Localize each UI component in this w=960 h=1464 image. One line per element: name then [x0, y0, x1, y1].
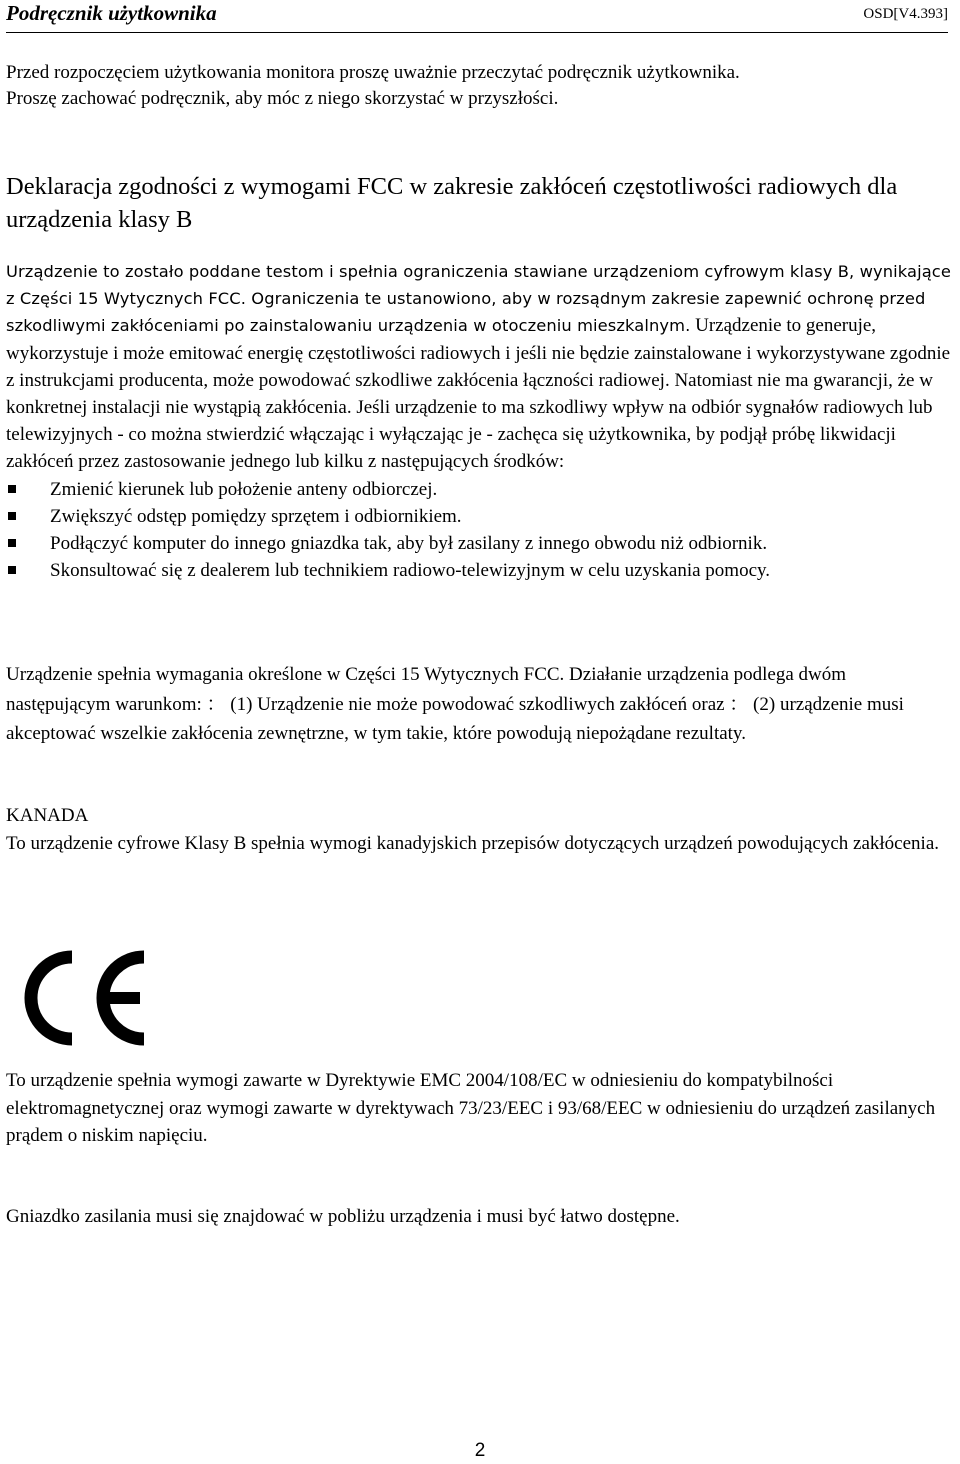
- intro-paragraph: [6, 60, 951, 112]
- power-socket-paragraph: Gniazdko zasilania musi się znajdować w pobliżu urządzenia i musi być łatwo dostępne.: [6, 1206, 680, 1227]
- emc-paragraph: To urządzenie spełnia wymogi zawarte w Dyrektywie EMC 2004/108/EC w odniesieniu do kompatybilności elektromagnetycznej oraz wymogi zawarte w dyrektywach 73/23/EEC i 93/68/EEC w odniesieniu do urządzeń zasilanych prądem o niskim napięciu.: [6, 1070, 936, 1146]
- canada-section: [6, 802, 951, 858]
- manual-title: Podręcznik użytkownika: [6, 1, 217, 25]
- list-item: [6, 557, 951, 584]
- list-item-text: Podłączyć komputer do innego gniazdka tak, aby był zasilany z innego obwodu niż odbiornik.: [50, 533, 768, 555]
- canada-heading: KANADA: [6, 805, 89, 826]
- fcc-body: [6, 258, 951, 476]
- bullet-square-icon: [8, 512, 16, 520]
- manual-version: OSD[V4.393]: [863, 6, 948, 22]
- list-item-text: Zmienić kierunek lub położenie anteny odbiorczej.: [50, 478, 438, 500]
- page-number: 2: [474, 1440, 486, 1461]
- fcc-conditions-paragraph: Urządzenie spełnia wymagania określone w Części 15 Wytycznych FCC. Działanie urządzenia podlega dwóm następującym warunkom: ： (1) Urządzenie nie może powodować szkodliwych zakłóceń oraz ： (2) urządzenie musi akceptować wszelkie zakłócenia zewnętrzne, w tym takie, które powodują niepożądane rezultaty.: [6, 664, 904, 744]
- bullet-square-icon: [8, 539, 16, 547]
- intro-line-1: Przed rozpoczęciem użytkowania monitora proszę uważnie przeczytać podręcznik użytkownika.: [6, 62, 740, 83]
- fcc-measures-list: [6, 476, 951, 585]
- bullet-square-icon: [8, 485, 16, 493]
- ce-mark-icon: [10, 950, 152, 1046]
- fcc-body-serif: Urządzenie to generuje, wykorzystuje i może emitować energię częstotliwości radiowych i jeśli nie będzie zainstalowane i wykorzystywane zgodnie z instrukcjami producenta, może powodować szkodliwe zakłócenia łączności radiowej. Natomiast nie ma gwarancji, że w konkretnej instalacji nie wystąpią zakłócenia. Jeśli urządzenie to ma szkodliwy wpływ na odbiór sygnałów radiowych lub telewizyjnych - co można stwierdzić włączając i wyłączając je - zachęca się użytkownika, by podjął próbę likwidacji zakłóceń przez zastosowanie jednego lub kilku z następujących środków:: [6, 315, 951, 473]
- list-item-text: Skonsultować się z dealerem lub technikiem radiowo-telewizyjnym w celu uzyskania pomocy.: [50, 560, 771, 582]
- page-header: [6, 0, 948, 33]
- intro-line-2: Proszę zachować podręcznik, aby móc z niego skorzystać w przyszłości.: [6, 88, 559, 109]
- fcc-heading: Deklaracja zgodności z wymogami FCC w zakresie zakłóceń częstotliwości radiowych dla urządzenia klasy B: [6, 173, 898, 233]
- list-item-text: Zwiększyć odstęp pomiędzy sprzętem i odbiornikiem.: [50, 505, 462, 527]
- list-item: [6, 476, 951, 503]
- canada-text: To urządzenie cyfrowe Klasy B spełnia wymogi kanadyjskich przepisów dotyczących urządzeń powodujących zakłócenia.: [6, 833, 940, 854]
- fcc-body-sans: Urządzenie to zostało poddane testom i spełnia ograniczenia stawiane urządzeniom cyfrowym klasy B, wynikające z Części 15 Wytycznych FCC. Ograniczenia te ustanowiono, aby w rozsądnym zakresie zapewnić ochronę przed szkodliwymi zakłóceniami po zainstalowaniu urządzenia w otoczeniu mieszkalnym.: [6, 262, 951, 336]
- list-item: [6, 530, 951, 557]
- fcc-paragraph: [6, 258, 951, 584]
- list-item: [6, 503, 951, 530]
- bullet-square-icon: [8, 566, 16, 574]
